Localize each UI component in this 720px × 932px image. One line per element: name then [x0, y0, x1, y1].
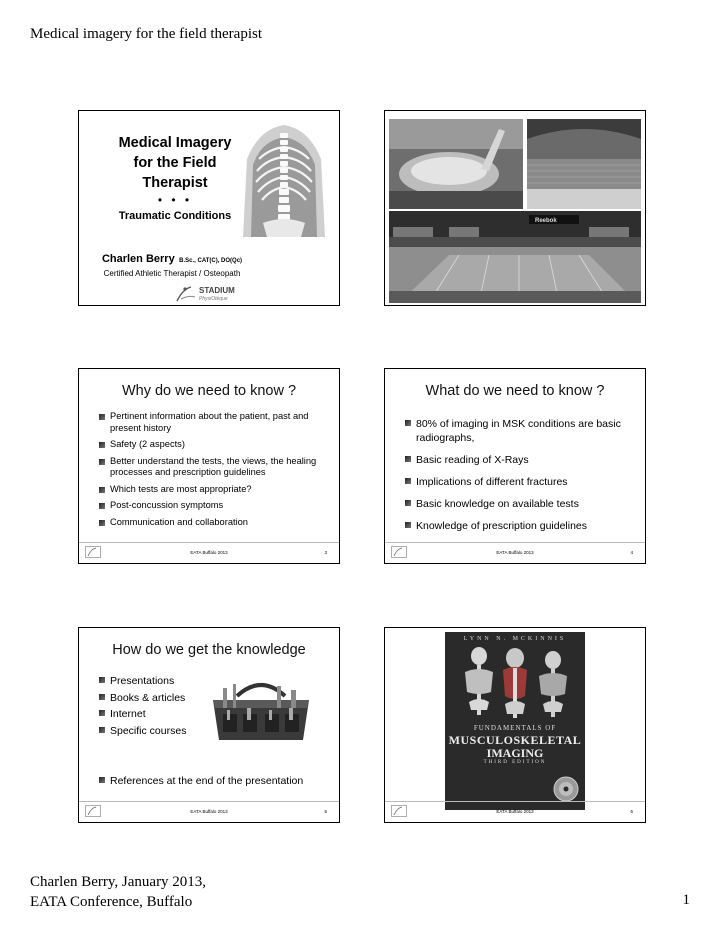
bullet-item: Post-concussion symptoms — [99, 500, 334, 512]
stadium-exterior-photo — [389, 119, 523, 209]
slide-title-line: Therapist — [142, 175, 208, 191]
bullet-list — [99, 411, 334, 533]
tool-bag-image — [207, 674, 315, 744]
footer-line: EATA Conference, Buffalo — [30, 894, 193, 910]
footer-text: EATA Buffalo 2013 — [496, 550, 534, 555]
slide-number: 4 — [630, 550, 633, 555]
slide-2-photos — [384, 110, 646, 306]
bullet-item: References at the end of the presentation — [99, 774, 303, 788]
footer-text: EATA Buffalo 2013 — [190, 550, 228, 555]
slide-footer — [385, 801, 645, 822]
bullet-item: Knowledge of prescription guidelines — [405, 519, 640, 533]
slide-4-what — [384, 368, 646, 564]
skeleton-illustration — [453, 646, 577, 724]
slide-6-book — [384, 627, 646, 823]
footer-text: EATA Buffalo 2013 — [190, 809, 228, 814]
book-title-line: MUSCULOSKELETAL — [448, 733, 582, 747]
page-number: 1 — [682, 892, 690, 908]
slide-5-how — [78, 627, 340, 823]
book-title-line: FUNDAMENTALS OF — [473, 724, 557, 732]
slide-3-why — [78, 368, 340, 564]
slide-number: 6 — [630, 809, 633, 814]
book-edition: THIRD EDITION — [483, 760, 547, 765]
reference-list — [99, 774, 303, 788]
book-title-line: IMAGING — [486, 746, 544, 760]
slide-footer — [385, 542, 645, 563]
bullet-item: Which tests are most appropriate? — [99, 484, 334, 496]
bullet-item: 80% of imaging in MSK conditions are basic radiographs, — [405, 417, 640, 445]
slide-title: Why do we need to know ? — [121, 383, 297, 399]
slide-title: What do we need to know ? — [425, 383, 605, 399]
page-footer — [30, 872, 206, 912]
logo-subtext: PhysiOtèque — [199, 296, 228, 302]
author-block — [79, 249, 265, 278]
footer-line: Charlen Berry, January 2013, — [30, 874, 207, 890]
football-field-photo — [389, 211, 641, 303]
cd-disc-icon — [553, 776, 579, 802]
slide-subtitle: Traumatic Conditions — [118, 210, 232, 222]
page-header: Medical imagery for the field therapist — [30, 26, 262, 42]
book-cover — [445, 632, 585, 810]
logo-text: STADIUM — [199, 286, 235, 295]
slide-1-title — [78, 110, 340, 306]
bullet-item: Books & articles — [99, 691, 334, 705]
banner-text: Reebok — [535, 218, 557, 224]
slide-footer — [79, 542, 339, 563]
bullet-item: Communication and collaboration — [99, 517, 334, 529]
stadium-logo — [173, 283, 253, 303]
bullet-item: Implications of different fractures — [405, 475, 640, 489]
bullet-item: Presentations — [99, 674, 334, 688]
bullet-item: Safety (2 aspects) — [99, 439, 334, 451]
bullet-item: Basic reading of X-Rays — [405, 453, 640, 467]
slide-title: How do we get the knowledge — [112, 642, 306, 658]
bullet-item: Internet — [99, 707, 334, 721]
bullet-item: Specific courses — [99, 724, 334, 738]
stadium-interior-photo — [527, 119, 641, 209]
slide-number: 3 — [324, 550, 327, 555]
bullet-item: Basic knowledge on available tests — [405, 497, 640, 511]
title-dots: • • • — [157, 193, 193, 207]
xray-spine-image — [239, 119, 329, 237]
book-author: LYNN N. MCKINNIS — [463, 636, 567, 642]
bullet-list — [405, 417, 640, 541]
slide-number: 5 — [324, 809, 327, 814]
bullet-item: Better understand the tests, the views, the healing processes and prescription guidelines — [99, 456, 334, 479]
slide-footer — [79, 801, 339, 822]
footer-text: EATA Buffalo 2013 — [496, 809, 534, 814]
slide-title-line: for the Field — [133, 155, 217, 171]
bullet-item: Pertinent information about the patient, past and present history — [99, 411, 334, 434]
author-credentials: B.Sc., CAT(C), DO(Qc) — [179, 258, 243, 264]
author-role: Certified Athletic Therapist / Osteopath — [103, 269, 241, 278]
author-name: Charlen Berry — [101, 253, 175, 265]
title-block — [85, 133, 265, 222]
slide-title-line: Medical Imagery — [118, 135, 232, 151]
reference-bullet — [99, 774, 303, 791]
